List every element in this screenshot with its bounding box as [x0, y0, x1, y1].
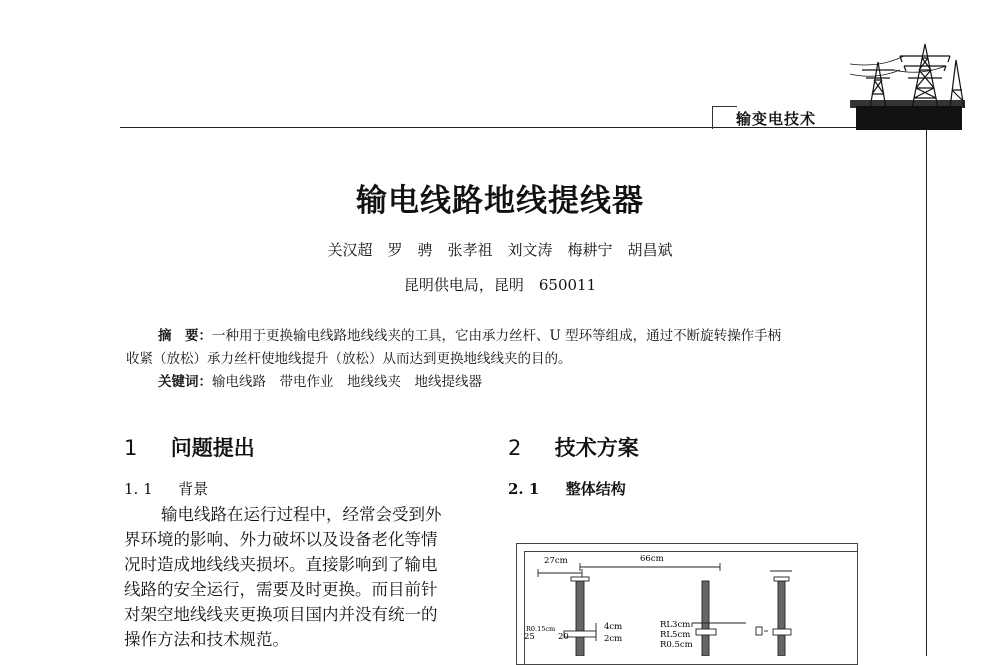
subsection-2-1-number: 2. 1 [508, 480, 540, 498]
dim-rl3: RL3cm [660, 620, 691, 630]
body-line-6: 操作方法和技术规范。 [124, 630, 289, 649]
subsection-1-1-title: 背景 [178, 480, 209, 498]
transmission-tower-icon [850, 40, 965, 108]
section-2-heading [508, 432, 639, 462]
dim-20: 20 [558, 632, 569, 642]
dim-2cm: 2cm [604, 634, 623, 644]
section-2-number: 2 [508, 436, 522, 460]
dim-27cm: 27cm [544, 556, 568, 566]
body-line-3: 况时造成地线线夹损坏。直接影响到了输电 [124, 555, 438, 574]
affiliation: 昆明供电局，昆明 650011 [403, 276, 597, 294]
section-tab-fill [856, 106, 962, 130]
subsection-2-1-title: 整体结构 [565, 480, 626, 498]
abstract-label: 摘 要： [158, 328, 212, 344]
abstract-line-1 [158, 326, 781, 346]
structure-drawing [524, 551, 856, 656]
dim-r05: R0.5cm [660, 640, 693, 650]
keywords-label: 关键词： [158, 374, 212, 390]
subsection-1-1-number: 1. 1 [124, 480, 153, 498]
body-line-4: 线路的安全运行，需要及时更换。而目前针 [124, 580, 438, 599]
body-line-5: 对架空地线线夹更换项目国内并没有统一的 [124, 605, 438, 624]
paper-title: 输电线路地线提线器 [356, 183, 644, 219]
body-line-1: 输电线路在运行过程中，经常会受到外 [161, 505, 442, 524]
keywords-line [158, 372, 482, 392]
dim-66cm: 66cm [640, 554, 664, 564]
section-tab-bracket [712, 106, 737, 129]
dim-4cm: 4cm [604, 622, 623, 632]
abstract-text-1: 一种用于更换输电线路地线线夹的工具，它由承力丝杆、U 型环等组成，通过不断旋转操作手柄 [212, 328, 782, 344]
author-list: 关汉超 罗 骋 张孝祖 刘文涛 梅耕宁 胡昌斌 [327, 241, 673, 259]
keywords-text: 输电线路 带电作业 地线线夹 地线提线器 [212, 374, 482, 390]
subsection-1-1-heading [124, 478, 208, 499]
section-2-title: 技术方案 [554, 436, 639, 460]
dim-r015: R0.15cm [526, 625, 556, 633]
subsection-2-1-heading [508, 478, 626, 499]
body-line-2: 界环境的影响、外力破坏以及设备老化等情 [124, 530, 438, 549]
section-1-number: 1 [124, 436, 138, 460]
section-1-title: 问题提出 [170, 436, 255, 460]
abstract-line-2: 收紧（放松）承力丝杆使地线提升（放松）从而达到更换地线线夹的目的。 [126, 351, 572, 367]
dim-rl5: RL5cm [660, 630, 691, 640]
section-1-heading [124, 432, 255, 462]
dim-25: 25 [524, 632, 535, 642]
section-label: 输变电技术 [736, 110, 817, 128]
